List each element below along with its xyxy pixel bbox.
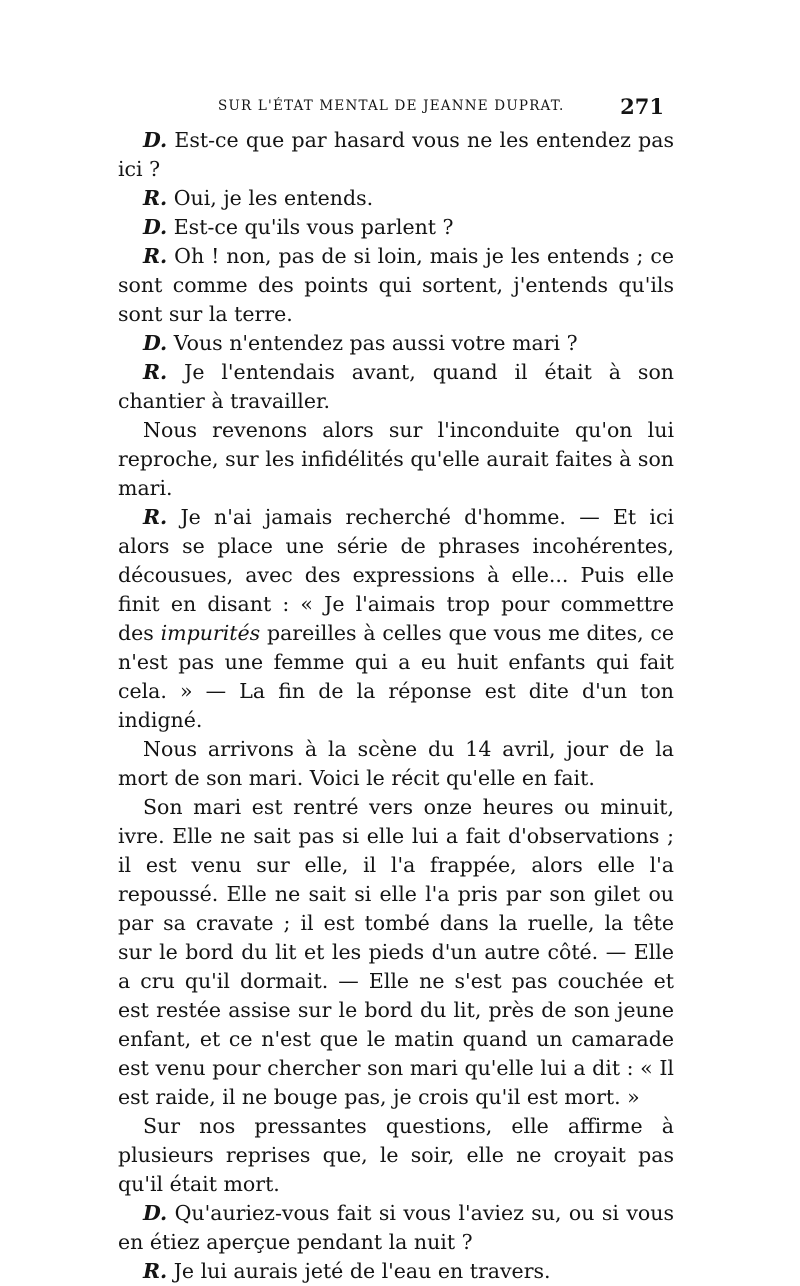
paragraph [118, 1112, 674, 1199]
paragraph-text: Je l'entendais avant, quand il était à son chantier à travailler. [118, 360, 674, 413]
speaker-label: R. [143, 1259, 168, 1283]
paragraph [118, 1257, 674, 1286]
paragraph-text: Oh ! non, pas de si loin, mais je les entends ; ce sont comme des points qui sortent, j'entends qu'ils sont sur la terre. [118, 244, 674, 326]
running-head-title: SUR L'ÉTAT MENTAL DE JEANNE DUPRAT. [218, 98, 565, 114]
speaker-label: R. [143, 360, 168, 384]
emphasized-word: impurités [160, 621, 261, 645]
running-head [118, 94, 674, 120]
paragraph [118, 793, 674, 1112]
paragraph-text: Est-ce qu'ils vous parlent ? [173, 215, 454, 239]
paragraph-text: Sur nos pressantes questions, elle affirme à plusieurs reprises que, le soir, elle ne croyait pas qu'il était mort. [118, 1114, 674, 1196]
paragraph-text: Qu'auriez-vous fait si vous l'aviez su, ou si vous en étiez aperçue pendant la nuit ? [118, 1201, 674, 1254]
paragraph-text: Je lui aurais jeté de l'eau en travers. [173, 1259, 551, 1283]
paragraph-text: Nous arrivons à la scène du 14 avril, jour de la mort de son mari. Voici le récit qu'elle en fait. [118, 737, 674, 790]
paragraph-text: Je n'ai jamais recherché d'homme. — Et ici alors se place une série de phrases incohérentes, décousues, avec des expressions à elle... Puis elle finit en disant : « Je l'aimais trop pour commettre des [118, 505, 674, 645]
paragraph [118, 329, 674, 358]
paragraph [118, 416, 674, 503]
speaker-label: R. [143, 186, 168, 210]
speaker-label: R. [143, 505, 168, 529]
book-page [118, 94, 674, 1286]
paragraph [118, 358, 674, 416]
speaker-label: R. [143, 244, 168, 268]
paragraph [118, 126, 674, 184]
page-number: 271 [620, 94, 664, 119]
paragraph-text: Vous n'entendez pas aussi votre mari ? [173, 331, 578, 355]
paragraph [118, 503, 674, 735]
paragraph-text: Oui, je les entends. [173, 186, 374, 210]
paragraph [118, 213, 674, 242]
paragraph-text: Est-ce que par hasard vous ne les entendez pas ici ? [118, 128, 674, 181]
paragraph [118, 1199, 674, 1257]
speaker-label: D. [143, 128, 168, 152]
speaker-label: D. [143, 331, 168, 355]
body-text [118, 126, 674, 1286]
speaker-label: D. [143, 1201, 168, 1225]
paragraph-text: Son mari est rentré vers onze heures ou minuit, ivre. Elle ne sait pas si elle lui a fait d'observations ; il est venu sur elle, il l'a frappée, alors elle l'a repoussé. Elle ne sait si elle l'a pris par son gilet ou par sa cravate ; il est tombé dans la ruelle, la tête sur le bord du lit et les pieds d'un autre côté. — Elle a cru qu'il dormait. — Elle ne s'est pas couchée et est restée assise sur le bord du lit, près de son jeune enfant, et ce n'est que le matin quand un camarade est venu pour chercher son mari qu'elle lui a dit : « Il est raide, il ne bouge pas, je crois qu'il est mort. » [118, 795, 674, 1109]
speaker-label: D. [143, 215, 168, 239]
paragraph-text: Nous revenons alors sur l'inconduite qu'on lui reproche, sur les infidélités qu'elle aurait faites à son mari. [118, 418, 674, 500]
paragraph [118, 184, 674, 213]
paragraph [118, 735, 674, 793]
paragraph-text: pareilles à celles que vous me dites, ce n'est pas une femme qui a eu huit enfants qui fait cela. » — La fin de la réponse est dite d'un ton indigné. [118, 621, 674, 732]
paragraph [118, 242, 674, 329]
